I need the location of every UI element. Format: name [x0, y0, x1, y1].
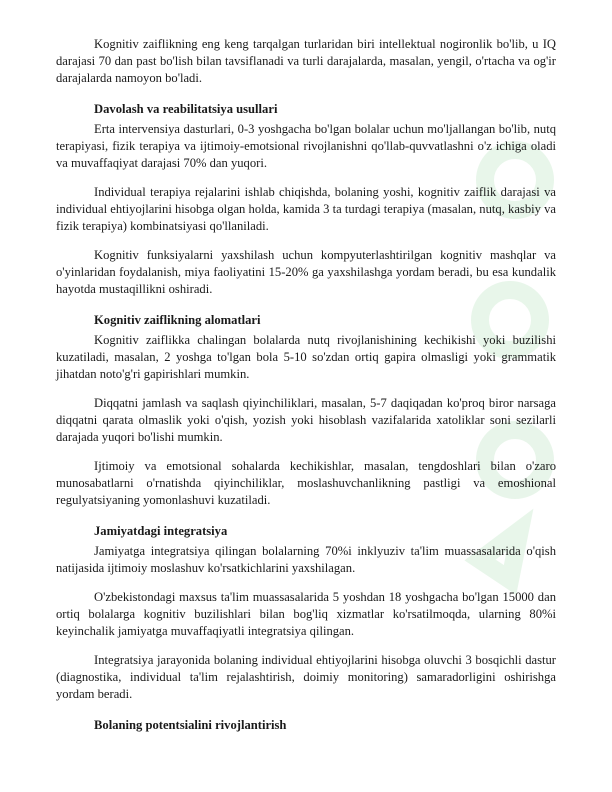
document-body: [56, 36, 556, 737]
paragraph: Erta intervensiya dasturlari, 0-3 yoshgacha bo'lgan bolalar uchun mo'ljallangan bo'lib, nutq terapiyasi, fizik terapiya va ijtimoiy-emotsional rivojlanishni qo'llab-quvvatlashni o'z ichiga oladi va muvaffaqiyat darajasi 70% dan yuqori.: [56, 122, 556, 170]
paragraph: Diqqatni jamlash va saqlash qiyinchiliklari, masalan, 5-7 daqiqadan ko'proq biror narsaga diqqatni qarata olmaslik yoki o'qish, yozish yoki hisoblash vazifalarida xatoliklar soni sezilarli darajada yuqori bo'lishi mumkin.: [56, 396, 556, 444]
section-heading-treatment: Davolash va reabilitatsiya usullari: [94, 102, 278, 116]
paragraph: Integratsiya jarayonida bolaning individual ehtiyojlarini hisobga oluvchi 3 bosqichli dastur (diagnostika, individual ta'lim rejalashtirish, doimiy monitoring) samaradorligini oshirishga yordam beradi.: [56, 653, 556, 701]
paragraph: Kognitiv funksiyalarni yaxshilash uchun kompyuterlashtirilgan kognitiv mashqlar va o'yinlaridan foydalanish, miya faoliyatini 15-20% ga yaxshilashga yordam beradi, bu esa kundalik hayotda mustaqillikni oshiradi.: [56, 248, 556, 296]
paragraph: Kognitiv zaiflikka chalingan bolalarda nutq rivojlanishining kechikishi yoki buzilishi kuzatiladi, masalan, 2 yoshga to'lgan bola 5-10 so'zdan ortiq gapira olmasligi yoki grammatik jihatdan noto'g'ri gapirishlari mumkin.: [56, 333, 556, 381]
paragraph: Individual terapiya rejalarini ishlab chiqishda, bolaning yoshi, kognitiv zaiflik darajasi va individual ehtiyojlarini hisobga olgan holda, kamida 3 ta turdagi terapiya (masalan, nutq, kasbiy va fizik terapiya) kombinatsiyasi qo'llaniladi.: [56, 185, 556, 233]
section-heading-integration: Jamiyatdagi integratsiya: [94, 524, 228, 538]
section-heading-potential: Bolaning potentsialini rivojlantirish: [94, 718, 287, 732]
intro-paragraph: Kognitiv zaiflikning eng keng tarqalgan turlaridan biri intellektual nogironlik bo'lib, u IQ darajasi 70 dan past bo'lish bilan tavsiflanadi va turli darajalarda, masalan, yengil, o'rtacha va og'ir darajalarda namoyon bo'ladi.: [56, 37, 556, 85]
paragraph: Ijtimoiy va emotsional sohalarda kechikishlar, masalan, tengdoshlari bilan o'zaro munosabatlarni o'rnatishda qiyinchiliklar, moslashuvchanlikning pastligi va emoshional regulyatsiyaning yomonlashuvi kuzatiladi.: [56, 459, 556, 507]
paragraph: O'zbekistondagi maxsus ta'lim muassasalarida 5 yoshdan 18 yoshgacha bo'lgan 15000 dan ortiq bolalarga kognitiv buzilishlari bilan bog'liq xizmatlar ko'rsatilmoqda, ularning 80%i keyinchalik jamiyatga muvaffaqiyatli integratsiya qilingan.: [56, 590, 556, 638]
section-heading-symptoms: Kognitiv zaiflikning alomatlari: [94, 313, 261, 327]
paragraph: Jamiyatga integratsiya qilingan bolalarning 70%i inklyuziv ta'lim muassasalarida o'qish natijasida ijtimoiy moslashuv ko'rsatkichlarini yaxshilagan.: [56, 544, 556, 575]
